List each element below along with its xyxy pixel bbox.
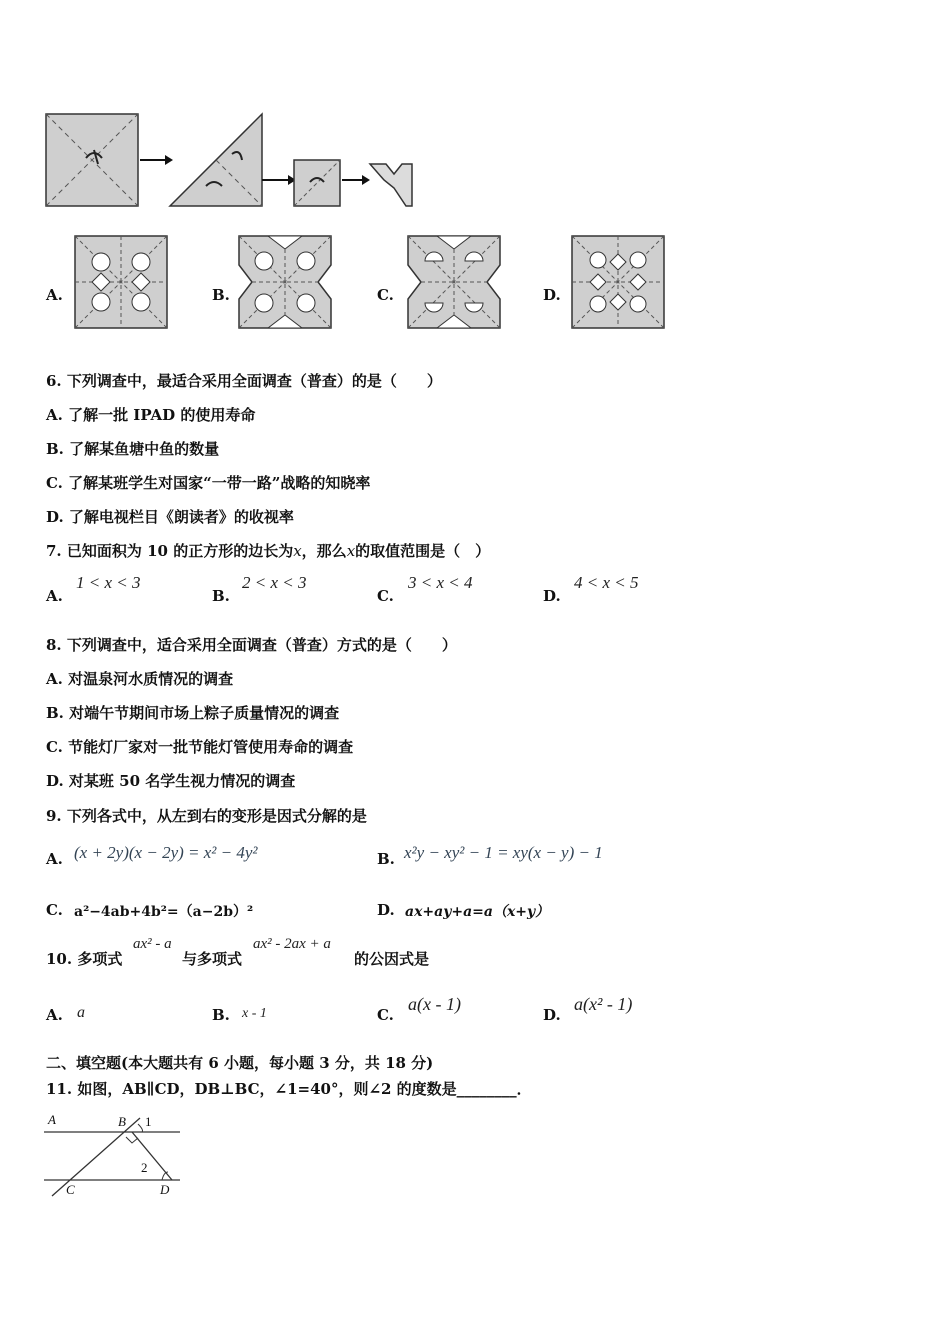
q10-stem-pre: 10. 多项式 — [46, 950, 123, 968]
q7-stem-pre: 7. 已知面积为 10 的正方形的边长为 — [46, 542, 294, 560]
q9-stem: 9. 下列各式中，从左到右的变形是因式分解的是 — [46, 807, 367, 825]
q8-option-b: B. 对端午节期间市场上粽子质量情况的调查 — [46, 704, 340, 722]
q6-option-b: B. 了解某鱼塘中鱼的数量 — [46, 440, 220, 458]
q11-label-d: D — [160, 1182, 170, 1197]
q9-option-a-label: A. — [46, 850, 63, 868]
q6-option-d: D. 了解电视栏目《朗读者》的收视率 — [46, 508, 294, 526]
q6-option-c: C. 了解某班学生对国家“一带一路”战略的知晓率 — [46, 474, 371, 492]
q7-option-b-label: B. — [212, 587, 230, 605]
q7-option-a-label: A. — [46, 587, 63, 605]
q11-angle-1-label: 1 — [145, 1114, 152, 1129]
q11-stem: 11. 如图，AB∥CD，DB⊥BC，∠1=40°，则∠2 的度数是________． — [46, 1080, 532, 1098]
q7-var-x-2: x — [346, 542, 356, 560]
q7-var-x: x — [293, 542, 302, 560]
q5-option-c-label: C. — [377, 286, 394, 304]
q7-stem — [46, 540, 490, 561]
q11-label-b: B — [118, 1114, 126, 1129]
q10-option-d-label: D. — [543, 1006, 561, 1024]
q8-option-a: A. 对温泉河水质情况的调查 — [46, 670, 234, 688]
q9-option-b-label: B. — [377, 850, 395, 868]
q5-option-b-figure — [238, 235, 332, 331]
q7-option-c-expr: 3 < x < 4 — [408, 573, 473, 592]
q7-option-c-label: C. — [377, 587, 394, 605]
q11-angle-2-label: 2 — [141, 1160, 148, 1175]
q7-stem-post: 的取值范围是（ ） — [355, 542, 491, 560]
q9-option-a-expr: (x + 2y)(x − 2y) = x² − 4y² — [74, 843, 258, 862]
q9-option-d-label: D. — [377, 901, 395, 919]
q10-stem-post: 的公因式是 — [354, 950, 430, 968]
q10-option-a-label: A. — [46, 1006, 63, 1024]
q5-option-d-label: D. — [543, 286, 561, 304]
q11-label-c: C — [66, 1182, 75, 1197]
q7-option-a-expr: 1 < x < 3 — [76, 573, 141, 592]
q10-stem-mid: 与多项式 — [182, 950, 243, 968]
q9-option-b-expr: x²y − xy² − 1 = xy(x − y) − 1 — [404, 843, 603, 862]
section2-title: 二、填空题(本大题共有 6 小题，每小题 3 分，共 18 分) — [46, 1054, 434, 1072]
paper-folding-process-figure — [40, 108, 430, 218]
q10-option-d-expr: a(x² - 1) — [574, 994, 633, 1014]
q11-label-a: A — [48, 1112, 56, 1127]
q8-option-c: C. 节能灯厂家对一批节能灯管使用寿命的调查 — [46, 738, 354, 756]
q6-option-a: A. 了解一批 IPAD 的使用寿命 — [46, 406, 256, 424]
q10-option-a-expr: a — [77, 1004, 85, 1021]
q9-option-d-expr: ax+ay+a=a（x+y） — [405, 904, 550, 920]
q5-option-a-figure — [74, 235, 168, 331]
q10-poly1: ax² - a — [133, 936, 172, 952]
q7-option-d-expr: 4 < x < 5 — [574, 573, 639, 592]
q8-option-d: D. 对某班 50 名学生视力情况的调查 — [46, 772, 296, 790]
q9-option-c-expr: a²−4ab+4b²=（a−2b）² — [74, 904, 254, 920]
q8-stem: 8. 下列调查中，适合采用全面调查（普查）方式的是（ ） — [46, 636, 457, 654]
q10-option-b-label: B. — [212, 1006, 230, 1024]
q5-option-a-label: A. — [46, 286, 63, 304]
q7-option-b-expr: 2 < x < 3 — [242, 573, 307, 592]
q5-option-c-figure — [407, 235, 501, 331]
q10-poly2: ax² - 2ax + a — [253, 936, 331, 952]
q5-option-d-figure — [571, 235, 665, 331]
q10-option-c-expr: a(x - 1) — [408, 994, 461, 1014]
q5-option-b-label: B. — [212, 286, 230, 304]
q10-option-b-expr: x - 1 — [242, 1006, 267, 1021]
q7-option-d-label: D. — [543, 587, 561, 605]
q7-stem-mid: ，那么 — [301, 542, 347, 560]
q6-stem: 6. 下列调查中，最适合采用全面调查（普查）的是（ ） — [46, 372, 442, 390]
q9-option-c-label: C. — [46, 901, 63, 919]
q10-option-c-label: C. — [377, 1006, 394, 1024]
